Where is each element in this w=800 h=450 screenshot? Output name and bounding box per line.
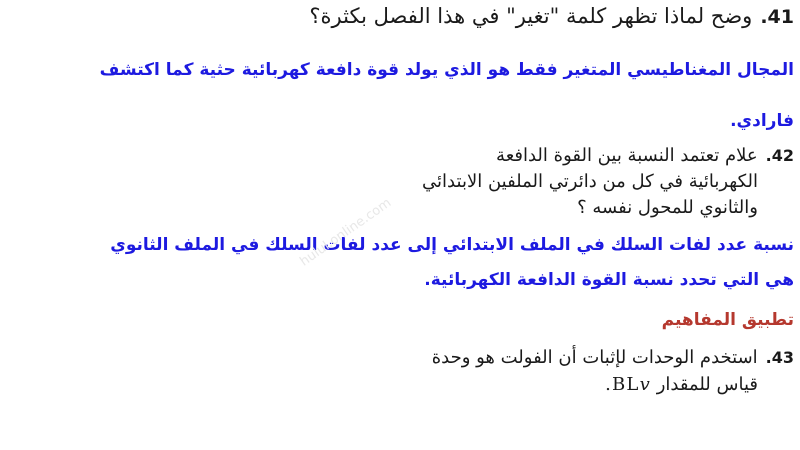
- question-42-line-3: والثانوي للمحول نفسه ؟: [577, 197, 758, 218]
- quantity-symbol-italic: v: [639, 374, 651, 395]
- section-title-concept-application: تطبيق المفاهيم: [661, 310, 794, 330]
- answer-42-line-1: نسبة عدد لفات السلك في الملف الابتدائي إلى عدد لفات السلك في الملف الثانوي: [110, 235, 794, 255]
- question-42-text-1: علام تعتمد النسبة بين القوة الدافعة: [496, 145, 758, 166]
- question-42-line-2: الكهربائية في كل من دائرتي الملفين الابتدائي: [422, 171, 758, 192]
- question-42-line-1: [496, 145, 794, 166]
- question-43-line-1: [432, 347, 794, 368]
- question-43-line-2: [605, 374, 758, 395]
- question-41-number: 41.: [760, 6, 794, 28]
- answer-41-line-1: المجال المغناطيسي المتغير فقط هو الذي يولد قوة دافعة كهربائية حثية كما اكتشف: [99, 60, 794, 80]
- question-43-text-1: استخدم الوحدات لإثبات أن الفولت هو وحدة: [431, 347, 758, 368]
- quantity-symbol-upright: BL: [611, 374, 640, 395]
- question-42-number: 42.: [765, 146, 794, 165]
- watermark: hulul.online.com: [297, 195, 395, 270]
- quantity-symbol: [612, 374, 651, 395]
- question-41-text: وضح لماذا تظهر كلمة "تغير" في هذا الفصل بكثرة؟: [309, 4, 753, 28]
- answer-42-line-2: هي التي تحدد نسبة القوة الدافعة الكهربائية.: [424, 270, 794, 290]
- question-43-number: 43.: [765, 348, 794, 367]
- answer-41-line-2: فارادي.: [730, 111, 794, 131]
- question-43-period: .: [605, 374, 612, 395]
- question-41: [309, 4, 794, 28]
- question-43-text-2: قياس للمقدار: [656, 374, 758, 395]
